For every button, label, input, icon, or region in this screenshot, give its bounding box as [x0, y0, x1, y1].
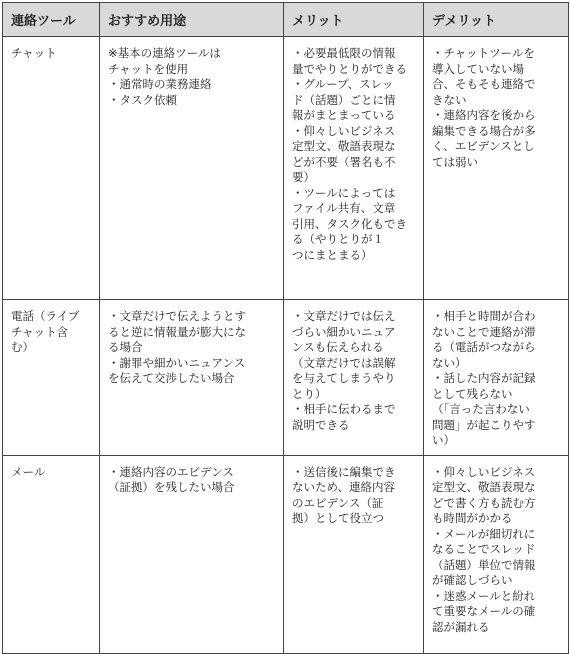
cell-line: く、エビデンスとし	[432, 139, 535, 153]
cell-line: 量でやりとりができる	[292, 61, 407, 76]
cell-line: どが不要（署名も不	[292, 154, 396, 169]
cell-line: （証拠）を残したい場合	[108, 480, 235, 494]
table-row	[3, 455, 569, 653]
cell-line: なることでスレッド	[432, 542, 536, 556]
cell-line: ・仰々しいビジネス	[292, 123, 396, 138]
cell-line: 引用、タスク化もでき	[292, 216, 407, 231]
cell-line: 定型文、敬語表現な	[432, 480, 536, 494]
cell-line: ンスも伝えられる	[292, 340, 384, 354]
cell-line: のエビデンス（証	[292, 495, 384, 510]
cell-line: ・通常時の業務連絡	[108, 77, 212, 91]
cell-demerit	[424, 300, 569, 456]
cell-tool	[3, 37, 100, 300]
table-row	[3, 300, 569, 456]
cell-line: （「言った言わない	[432, 402, 530, 416]
cell-line: を伝えて交渉したい場合	[108, 371, 235, 385]
cell-line: メール	[11, 464, 46, 479]
cell-line: る（電話がつながら	[432, 340, 536, 354]
cell-line: 認が漏れる	[432, 619, 490, 634]
cell-line: づらい細かいニュア	[292, 324, 396, 339]
cell-demerit	[424, 37, 569, 300]
cell-line: い）	[432, 433, 455, 447]
comparison-table	[2, 2, 569, 654]
cell-line: ・仰々しいビジネス	[432, 464, 536, 479]
header-row	[3, 3, 569, 37]
cell-line: 導入していない場	[432, 61, 524, 76]
cell-line: ない）	[432, 355, 467, 370]
cell-use	[100, 37, 284, 300]
cell-line: （話題）単位で情報	[432, 557, 536, 572]
cell-line: ては弱い	[432, 154, 478, 169]
cell-merit	[284, 455, 424, 653]
cell-line: ・チャットツールを	[432, 46, 535, 60]
cell-line: る場合	[108, 340, 143, 354]
cell-tool	[3, 455, 100, 653]
cell-line: ・相手に伝わるまで	[292, 402, 396, 416]
cell-line: 電話（ライブ	[11, 309, 80, 323]
cell-line: ・ツールによっては	[292, 185, 396, 200]
cell-line: ・相手と時間が合わ	[432, 309, 536, 323]
cell-line: ・連絡内容を後から	[432, 108, 536, 122]
cell-merit	[284, 300, 424, 456]
header-use: おすすめ用途	[100, 3, 284, 37]
header-merit: メリット	[284, 3, 424, 37]
cell-line: ド（話題）ごとに情	[292, 92, 396, 107]
cell-line: ・文章だけでは伝え	[292, 309, 396, 323]
cell-line: 編集できる場合が多	[432, 123, 536, 138]
cell-line: 問題」が起こりやす	[432, 417, 536, 432]
cell-line: ると逆に情報量が膨大にな	[108, 324, 246, 339]
cell-line: も時間がかかる	[432, 511, 513, 525]
cell-line: ないことで連絡が滞	[432, 324, 536, 339]
cell-line: ・送信後に編集でき	[292, 464, 396, 479]
cell-merit	[284, 37, 424, 300]
cell-use	[100, 455, 284, 653]
cell-line: ・話した内容が記録	[432, 371, 536, 385]
cell-line: ・謝罪や細かいニュアンス	[108, 355, 246, 370]
cell-line: む）	[11, 340, 34, 354]
cell-line: を与えてしまうやり	[292, 371, 396, 385]
cell-line: ・タスク依頼	[108, 92, 177, 107]
cell-line: ・文章だけで伝えようとす	[108, 309, 246, 323]
cell-line: チャット含	[11, 324, 69, 339]
cell-line: ※基本の連絡ツールは	[108, 46, 221, 60]
header-tool: 連絡ツール	[3, 3, 100, 37]
cell-line: どで書く方も読む方	[432, 495, 536, 510]
header-demerit: デメリット	[424, 3, 569, 37]
cell-line: ・連絡内容のエビデンス	[108, 464, 234, 479]
cell-line: 説明できる	[292, 417, 350, 432]
cell-tool	[3, 300, 100, 456]
cell-line: （文章だけでは誤解	[292, 355, 396, 370]
cell-line: 報がまとまっている	[292, 108, 396, 122]
cell-demerit	[424, 455, 569, 653]
cell-use	[100, 300, 284, 456]
cell-line: 合、そもそも連絡で	[432, 77, 536, 91]
cell-line: 定型文、敬語表現な	[292, 139, 396, 153]
cell-line: として残らない	[432, 386, 513, 401]
cell-line: きない	[432, 92, 467, 107]
cell-line: て重要なメールの確	[432, 604, 536, 618]
cell-line: つにまとまる）	[292, 247, 373, 262]
cell-line: ・グループ、スレッ	[292, 77, 394, 91]
cell-line: とり）	[292, 386, 327, 401]
cell-line: 要）	[292, 170, 315, 184]
cell-line: ないため、連絡内容	[292, 480, 396, 494]
cell-line: ・必要最低限の情報	[292, 46, 396, 60]
cell-line: ・メールが細切れに	[432, 526, 536, 541]
cell-line: る（やりとりが１	[292, 232, 384, 246]
table-row	[3, 37, 569, 300]
cell-line: ファイル共有、文章	[292, 201, 396, 215]
cell-line: が確認しづらい	[432, 573, 513, 587]
cell-line: ・迷惑メールと紛れ	[432, 588, 536, 603]
cell-line: 拠）として役立つ	[292, 511, 384, 525]
cell-line: チャットを使用	[108, 61, 189, 76]
cell-line: チャット	[11, 46, 57, 60]
